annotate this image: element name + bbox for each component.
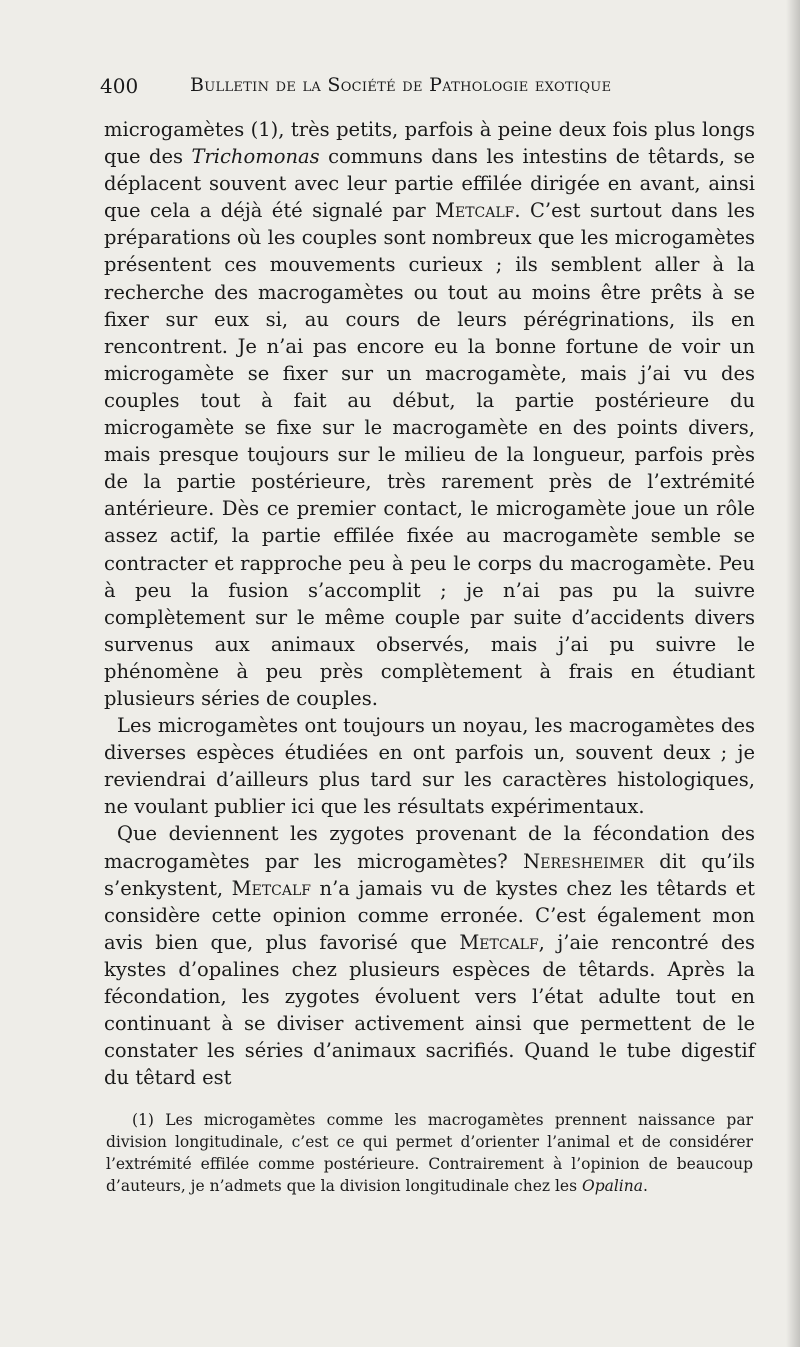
genus-name: Opalina bbox=[581, 1177, 643, 1195]
author-name: Neresheimer bbox=[523, 849, 644, 873]
running-title: Bulletin de la Société de Pathologie exotique bbox=[190, 74, 612, 96]
page-edge-shadow bbox=[786, 0, 800, 1347]
main-text bbox=[104, 116, 755, 1091]
page-number: 400 bbox=[100, 74, 139, 98]
paragraph-2: Les microgamètes ont toujours un noyau, les macrogamètes des diverses espèces étudiées en ont parfois un, souvent deux ; je reviendrai d’ailleurs plus tard sur les caractères histologiques, ne voulant publier ici que les résultats expérimentaux. bbox=[104, 714, 755, 819]
text-run: dit qu’ils s’enkystent, bbox=[104, 849, 755, 900]
text-run: microgamètes (1), très petits, parfois à peine deux fois plus longs que des bbox=[104, 118, 755, 169]
text-run: n’a jamais vu de kystes chez les têtards et considère cette opinion comme erronée. C’est également mon avis bien que, plus favorisé que bbox=[104, 876, 755, 954]
author-name: Metcalf bbox=[459, 930, 539, 954]
author-name: Metcalf bbox=[231, 876, 311, 900]
text-run: . C’est surtout dans les préparations où les couples sont nombreux que les microgamètes présentent ces mouvements curieux ; ils semblent aller à la recherche des macrogamètes ou tout au moins être prêts à se fixer sur eux si, au cours de leurs pérégrinations, ils en rencontrent. Je n’ai pas encore eu la bonne fortune de voir un microgamète se fixer sur un macrogamète, mais j’ai vu des couples tout à fait au début, la partie postérieure du microgamète se fixe sur le macrogamète en des points divers, mais presque toujours sur le milieu de la longueur, parfois près de la partie postérieure, très rarement près de l’extrémité antérieure. Dès ce premier contact, le microgamète joue un rôle assez actif, la partie effilée fixée au macrogamète semble se contracter et rapproche peu à peu le corps du macrogamète. Peu à peu la fusion s’accomplit ; je n’ai pas pu la suivre complètement sur le même couple par suite d’accidents divers survenus aux animaux observés, mais j’ai pu suivre le phénomène à peu près complètement à frais en étudiant plusieurs séries de couples. bbox=[104, 199, 755, 710]
text-run: , j’aie rencontré des kystes d’opalines chez plusieurs espèces de têtards. Après la fécondation, les zygotes évoluent vers l’état adulte tout en continuant à se diviser activement ainsi que permettent de le constater les séries d’animaux sacrifiés. Quand le tube digestif du têtard est bbox=[104, 930, 756, 1090]
footnote-text bbox=[106, 1109, 753, 1197]
paragraph-1 bbox=[104, 116, 755, 712]
author-name: Metcalf bbox=[435, 199, 515, 223]
text-run: . bbox=[643, 1177, 648, 1195]
text-run: (1) Les microgamètes comme les macrogamètes prennent naissance par division longitudinale, c’est ce qui permet d’orienter l’animal et de considérer l’extrémité effilée comme postérieure. Contrairement à l’opinion de beaucoup d’auteurs, je n’admets que la division longitudinale chez les bbox=[106, 1111, 753, 1195]
text-run: communs dans les intestins de têtards, se déplacent souvent avec leur partie effilée dirigée en avant, ainsi que cela a déjà été signalé par bbox=[104, 145, 755, 223]
page-header bbox=[100, 74, 760, 104]
footnote bbox=[106, 1109, 753, 1197]
paragraph-3 bbox=[104, 820, 755, 1091]
genus-name: Trichomonas bbox=[191, 145, 320, 169]
text-run: Que deviennent les zygotes provenant de la fécondation des macrogamètes par les microgamètes? bbox=[104, 822, 755, 873]
